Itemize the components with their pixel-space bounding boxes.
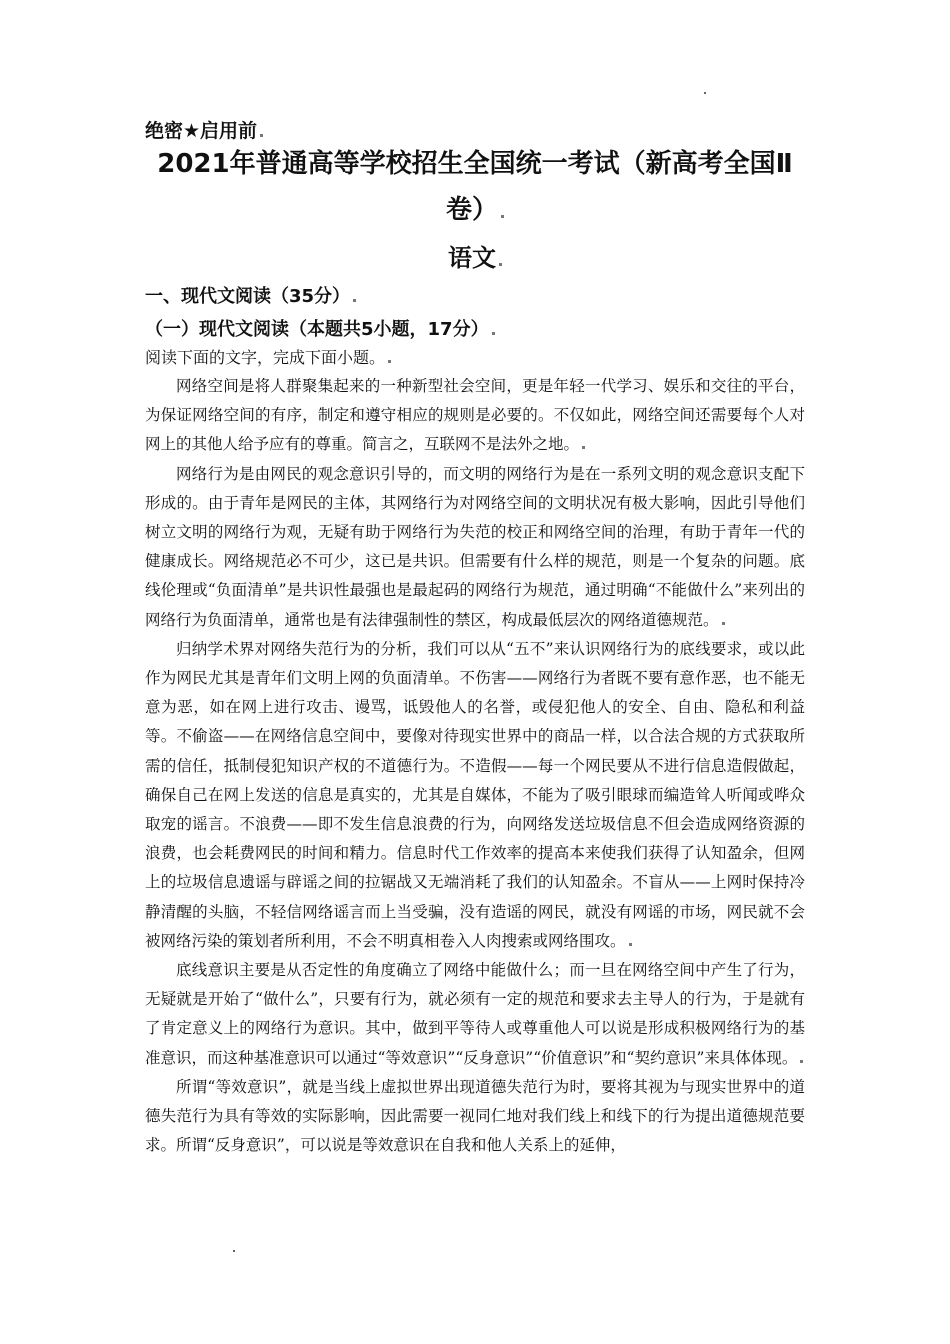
paragraph-mark <box>722 622 725 625</box>
paragraph-mark <box>800 1060 803 1063</box>
passage-paragraph-2 <box>145 460 805 635</box>
exam-title-line2 <box>140 193 810 227</box>
passage-paragraph-1 <box>145 372 805 460</box>
reading-passage <box>145 372 805 1160</box>
section-heading <box>145 282 356 308</box>
passage-text: 网络行为是由网民的观念意识引导的，而文明的网络行为是在一系列文明的观念意识支配下形成的。由于青年是网民的主体，其网络行为对网络空间的文明状况有极大影响，因此引导他们树立文明的网络行为观，无疑有助于网络行为失范的校正和网络空间的治理，有助于青年一代的健康成长。网络规范必不可少，这已是共识。但需要有什么样的规范，则是一个复杂的问题。底线伦理或“负面清单”是共识性最强也是最起码的网络行为规范，通过明确“不能做什么”来列出的网络行为负面清单，通常也是有法律强制性的禁区，构成最低层次的网络道德规范。 <box>145 464 805 629</box>
passage-paragraph-3 <box>145 635 805 956</box>
passage-paragraph-5 <box>145 1073 805 1161</box>
paragraph-mark <box>499 263 502 266</box>
paragraph-mark <box>582 446 585 449</box>
passage-text: 归纳学术界对网络失范行为的分析，我们可以从“五不”来认识网络行为的底线要求，或以此作为网民尤其是青年们文明上网的负面清单。不伤害——网络行为者既不要有意作恶，也不能无意为恶，如在网上进行攻击、谩骂，诋毁他人的名誉，或侵犯他人的安全、自由、隐私和利益等。不偷盗——在网络信息空间中，要像对待现实世界中的商品一样，以合法合规的方式获取所需的信任，抵制侵犯知识产权的不道德行为。不造假——每一个网民要从不进行信息造假做起，确保自己在网上发送的信息是真实的，尤其是自媒体，不能为了吸引眼球而编造耸人听闻或哗众取宠的谣言。不浪费——即不发生信息浪费的行为，向网络发送垃圾信息不但会造成网络资源的浪费，也会耗费网民的时间和精力。信息时代工作效率的提高本来使我们获得了认知盈余，但网上的垃圾信息遗谣与辟谣之间的拉锯战又无端消耗了我们的认知盈余。不盲从——上网时保持冷静清醒的头脑，不轻信网络谣言而上当受骗，没有造谣的网民，就没有网谣的市场，网民就不会被网络污染的策划者所利用，不会不明真相卷入人肉搜索或网络围攻。 <box>145 639 805 950</box>
passage-paragraph-4 <box>145 956 805 1073</box>
subject-text: 语文 <box>448 244 496 272</box>
paragraph-mark <box>629 943 632 946</box>
paragraph-mark <box>353 299 356 302</box>
paragraph-mark <box>260 134 263 137</box>
scan-dot <box>233 1250 235 1252</box>
paragraph-mark <box>501 215 504 218</box>
subject-title <box>140 238 810 273</box>
confidential-text: 绝密★启用前 <box>145 120 258 142</box>
passage-text: 网络空间是将人群聚集起来的一种新型社会空间，更是年轻一代学习、娱乐和交往的平台，为保证网络空间的有序，制定和遵守相应的规则是必要的。不仅如此，网络空间还需要每个人对网上的其他人给予应有的尊重。简言之，互联网不是法外之地。 <box>145 377 805 454</box>
scan-dot <box>704 92 706 94</box>
section-heading-text: 一、现代文阅读（35分） <box>145 286 351 307</box>
exam-title-line1: 2021年普通高等学校招生全国统一考试（新高考全国Ⅱ <box>157 149 793 179</box>
paragraph-mark <box>388 360 391 363</box>
confidential-label <box>145 116 263 143</box>
subsection-heading-text: （一）现代文阅读（本题共5小题，17分） <box>145 319 489 340</box>
paragraph-mark <box>492 332 495 335</box>
passage-text: 所谓“等效意识”，就是当线上虚拟世界出现道德失范行为时，要将其视为与现实世界中的道德失范行为具有等效的实际影响，因此需要一视同仁地对我们线上和线下的行为提出道德规范要求。所谓“反身意识”，可以说是等效意识在自我和他人关系上的延伸， <box>145 1077 805 1155</box>
exam-title-line2-text: 卷） <box>445 195 498 225</box>
instruction-text: 阅读下面的文字，完成下面小题。 <box>145 348 386 367</box>
reading-instruction <box>145 345 391 368</box>
passage-text: 底线意识主要是从否定性的角度确立了网络中能做什么；而一旦在网络空间中产生了行为，无疑就是开始了“做什么”，只要有行为，就必须有一定的规范和要求去主导人的行为，于是就有了肯定意义上的网络行为意识。其中，做到平等待人或尊重他人可以说是形成积极网络行为的基准意识，而这种基准意识可以通过“等效意识”“反身意识”“价值意识”和“契约意识”来具体体现。 <box>145 961 805 1067</box>
subsection-heading <box>145 315 495 341</box>
